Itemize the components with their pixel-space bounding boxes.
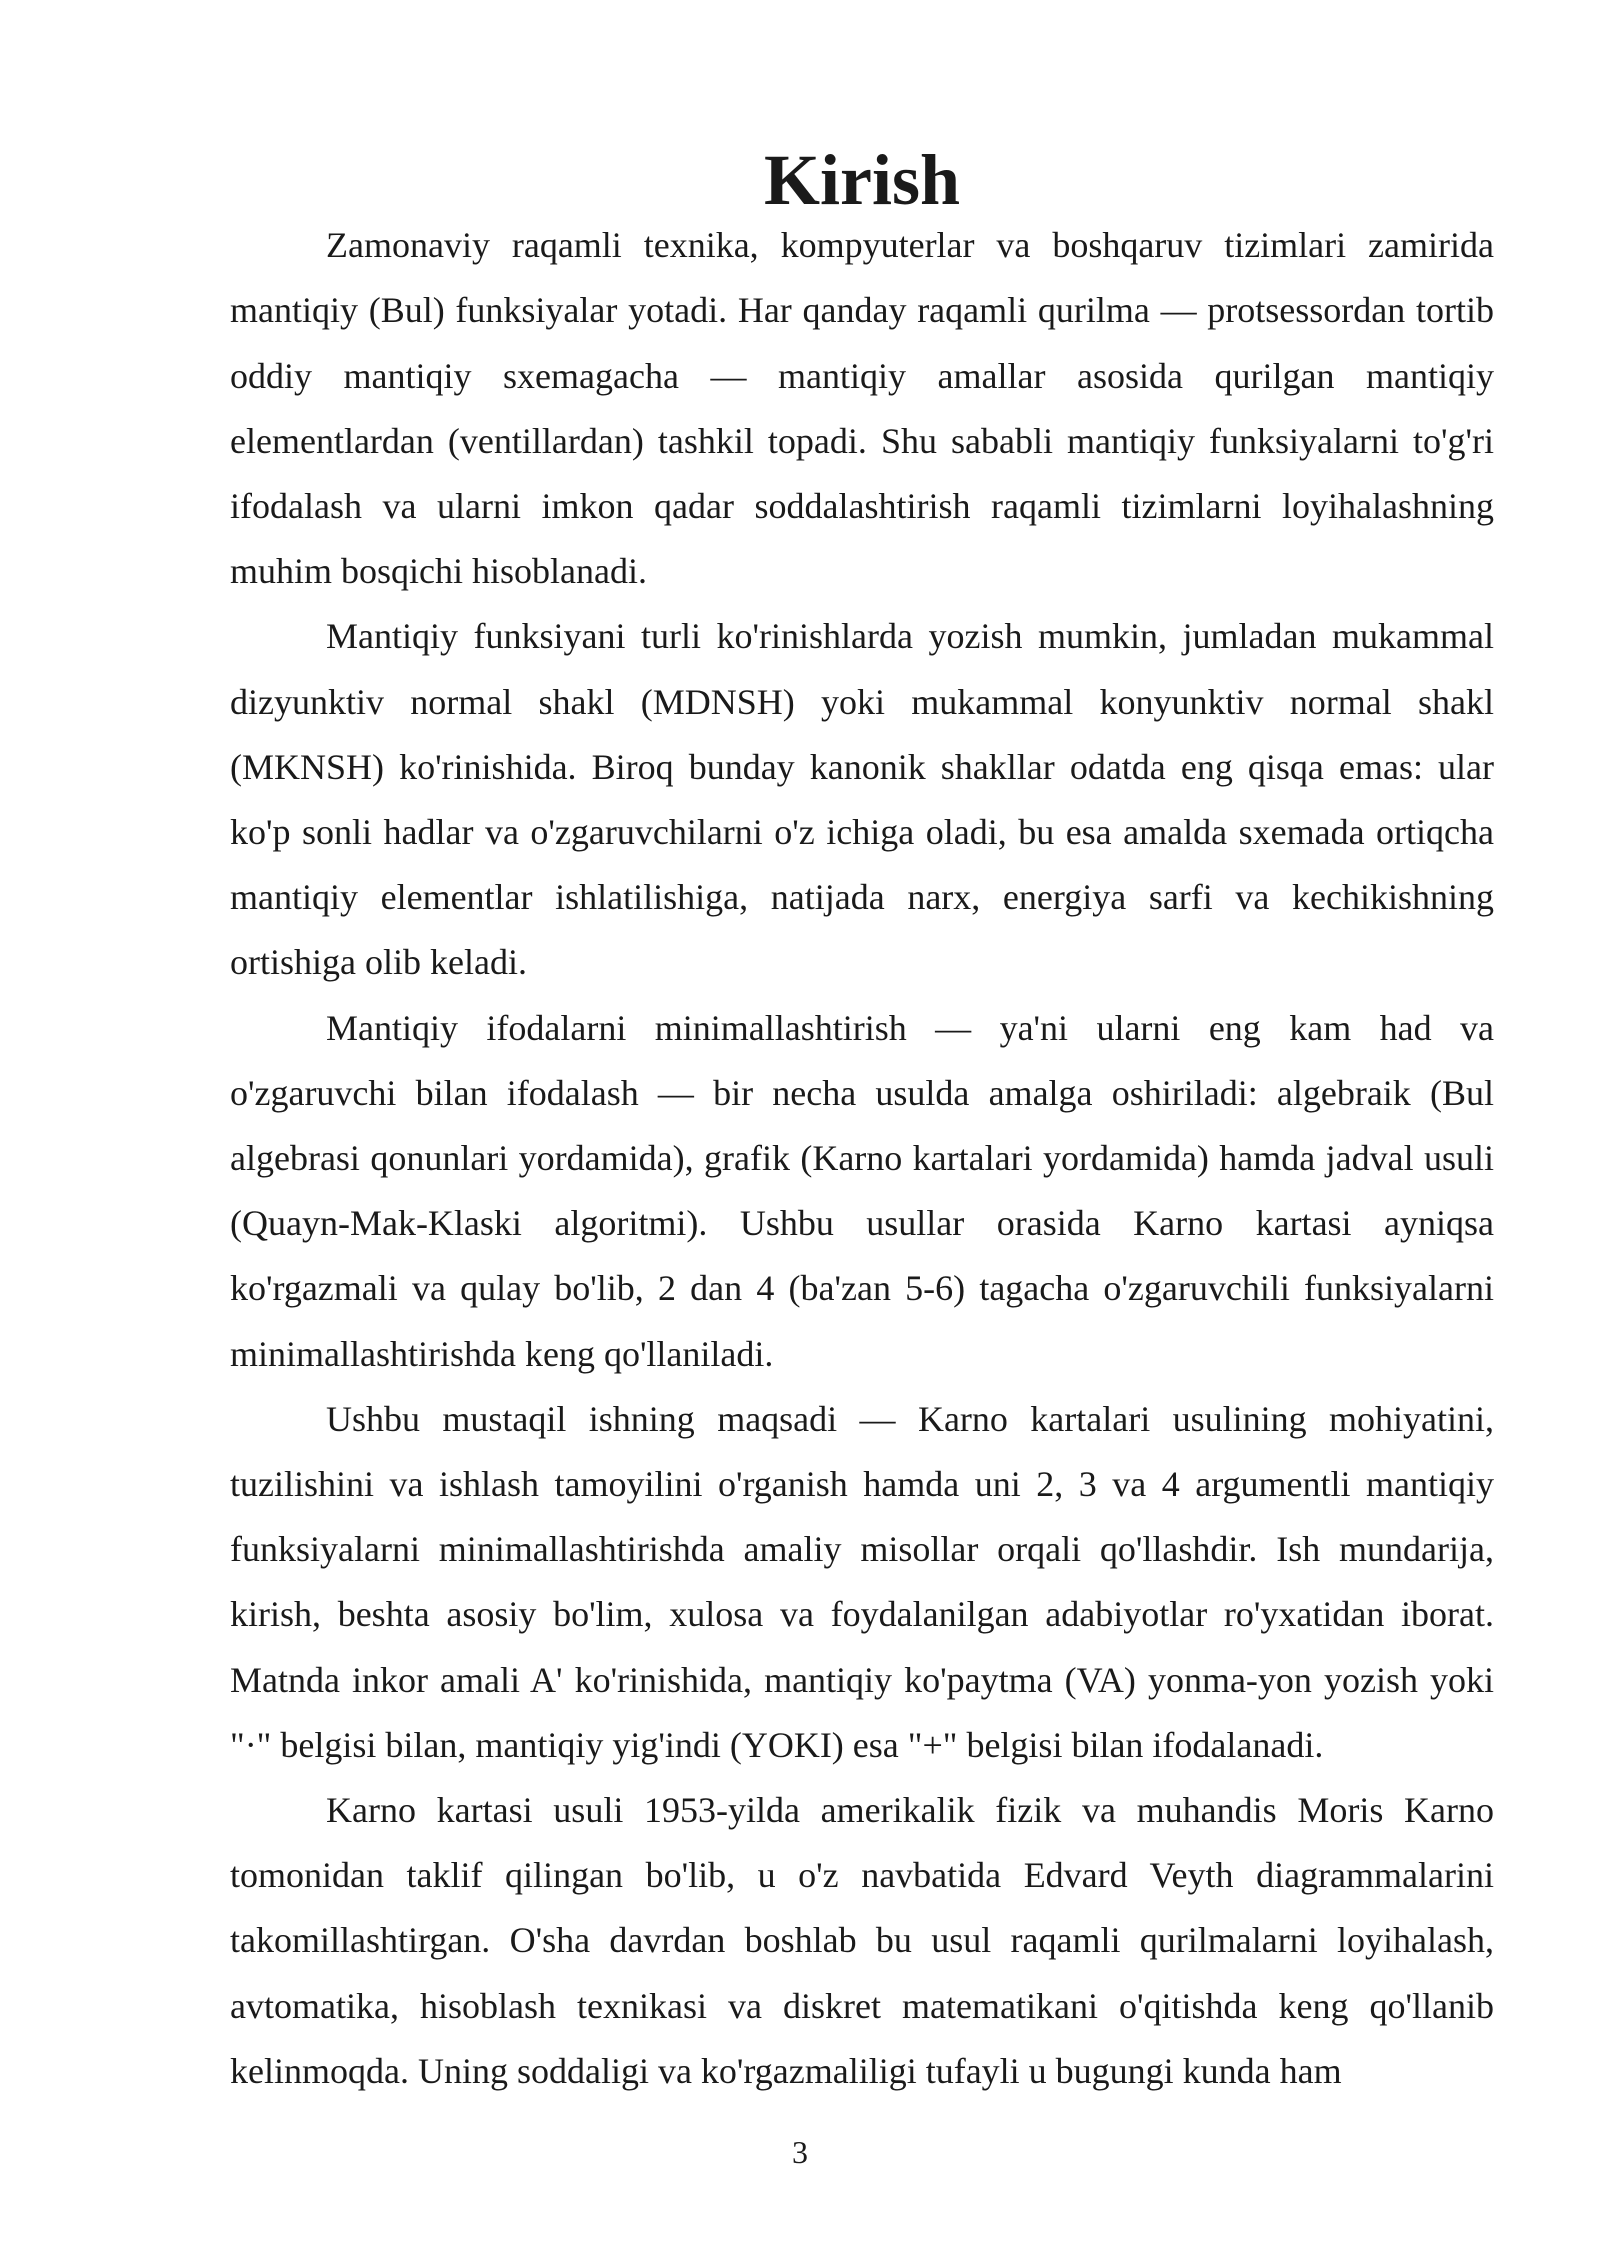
page-title: Kirish [763, 140, 961, 220]
paragraph-1: Zamonaviy raqamli texnika, kompyuterlar va boshqaruv tizimlari zamirida mantiqiy (Bul) funksiyalar yotadi. Har qanday raqamli qurilma — protsessordan tortib oddiy mantiqiy sxemagacha — mantiqiy amallar asosida qurilgan mantiqiy elementlardan (ventillardan) tashkil topadi. Shu sababli mantiqiy funksiyalarni to'g'ri ifodalash va ularni imkon qadar soddalashtirish raqamli tizimlarni loyihalashning muhim bosqichi hisoblanadi. [230, 225, 1494, 592]
paragraph-4: Ushbu mustaqil ishning maqsadi — Karno kartalari usulining mohiyatini, tuzilishini va ishlash tamoyilini o'rganish hamda uni 2, 3 va 4 argumentli mantiqiy funksiyalarni minimallashtirishda amaliy misollar orqali qo'llashdir. Ish mundarija, kirish, beshta asosiy bo'lim, xulosa va foydalanilgan adabiyotlar ro'yxatidan iborat. Matnda inkor amali A' ko'rinishida, mantiqiy ko'paytma (VA) yonma-yon yozish yoki "·" belgisi bilan, mantiqiy yig'indi (YOKI) esa "+" belgisi bilan ifodalanadi. [230, 1398, 1494, 1765]
page-number: 3 [792, 2134, 808, 2170]
paragraph-2: Mantiqiy funksiyani turli ko'rinishlarda yozish mumkin, jumladan mukammal dizyunktiv normal shakl (MDNSH) yoki mukammal konyunktiv normal shakl (MKNSH) ko'rinishida. Biroq bunday kanonik shakllar odatda eng qisqa emas: ular ko'p sonli hadlar va o'zgaruvchilarni o'z ichiga oladi, bu esa amalda sxemada ortiqcha mantiqiy elementlar ishlatilishiga, natijada narx, energiya sarfi va kechikishning ortishiga olib keladi. [230, 616, 1494, 983]
page-content [230, 140, 1494, 2104]
paragraph-5: Karno kartasi usuli 1953-yilda amerikalik fizik va muhandis Moris Karno tomonidan taklif qilingan bo'lib, u o'z navbatida Edvard Veyth diagrammalarini takomillashtirgan. O'sha davrdan boshlab bu usul raqamli qurilmalarni loyihalash, avtomatika, hisoblash texnikasi va diskret matematikani o'qitishda keng qo'llanib kelinmoqda. Uning soddaligi va ko'rgazmaliligi tufayli u bugungi kunda ham [230, 1790, 1494, 2091]
paragraph-3: Mantiqiy ifodalarni minimallashtirish — ya'ni ularni eng kam had va o'zgaruvchi bilan ifodalash — bir necha usulda amalga oshiriladi: algebraik (Bul algebrasi qonunlari yordamida), grafik (Karno kartalari yordamida) hamda jadval usuli (Quayn-Mak-Klaski algoritmi). Ushbu usullar orasida Karno kartasi ayniqsa ko'rgazmali va qulay bo'lib, 2 dan 4 (ba'zan 5-6) tagacha o'zgaruvchili funksiyalarni minimallashtirishda keng qo'llaniladi. [230, 1007, 1494, 1374]
